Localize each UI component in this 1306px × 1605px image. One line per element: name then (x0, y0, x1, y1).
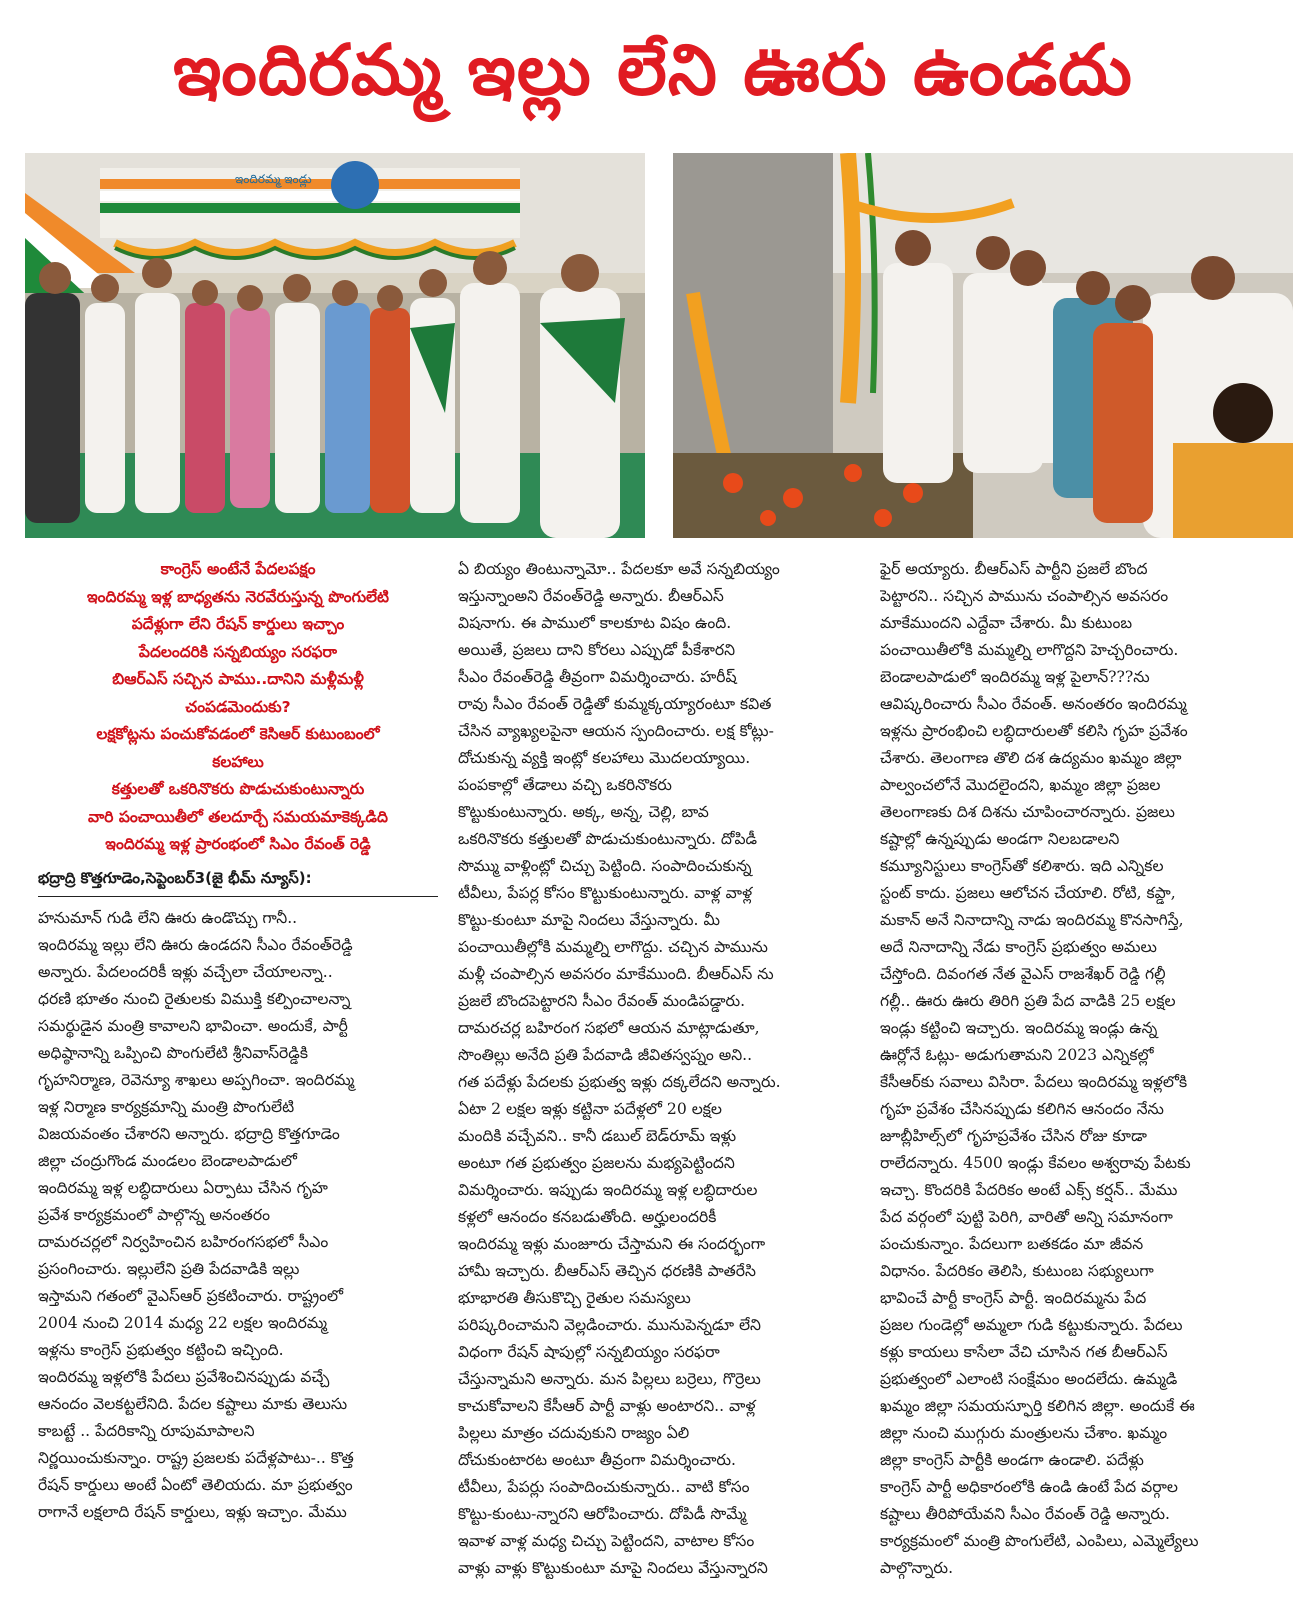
text-line: అయితే, ప్రజలు దాని కోరలు ఎప్పుడో పీకేశారని (458, 641, 736, 659)
text-line: చేశారు. తెలంగాణ తొలి దశ ఉద్యమం ఖమ్మం జిల్లా (880, 749, 1182, 767)
text-line: కమ్యూనిస్టులు కాంగ్రెస్‌తో కలిశారు. ఇది ఎన్నికల (880, 857, 1164, 875)
subhead: కత్తులతో ఒకరినొకరు పొడుచుకుంటున్నారు (111, 780, 365, 798)
subhead: ఇందిరమ్మ ఇళ్ల బాధ్యతను నెరవేరుస్తున్న పొంగులేటి (86, 587, 390, 606)
text-line: సొంతిల్లు అనేది ప్రతి పేదవాడి జీవితస్వప్నం అని.. (458, 1046, 753, 1064)
text-line: కాంగ్రెస్ పార్టీ అధికారంలోకి ఉండి ఉంటే పేద వర్గాల (880, 1478, 1178, 1496)
text-line: ఇందిరమ్మ ఇళ్లు మంజూరు చేస్తామని ఈ సందర్భంగా (458, 1235, 766, 1253)
subhead: పదేళ్లుగా లేని రేషన్ కార్డులు ఇచ్చాం (131, 615, 345, 633)
text-line: మాకేముందని ఎద్దేవా చేశారు. మీ కుటుంబ (880, 614, 1133, 632)
text-line: ఇండ్లు కట్టించి ఇచ్చారు. ఇందిరమ్మ ఇండ్లు ఉన్న (880, 1019, 1158, 1037)
text-line: రాగానే లక్షలాది రేషన్ కార్డులు, ఇళ్లు ఇచ్చాం. మేము (38, 1502, 347, 1521)
subhead: బిఆర్ఎస్ సచ్చిన పాము..దానిని మళ్లీమళ్లీ (112, 670, 364, 688)
subhead: చంపడమెందుకు? (185, 697, 291, 716)
text-line: కష్టాలు తీరిపోయేవని సీఎం రేవంత్ రెడ్డి అన్నారు. (880, 1505, 1170, 1523)
text-line: కాచుకోవాలని కేసీఆర్ పార్టీ వాళ్లు అంటారని.. వాళ్ల (458, 1397, 756, 1415)
text-line: ప్రజలే బొందపెట్టారని సీఎం రేవంత్ మండిపడ్డారు. (458, 992, 746, 1010)
text-line: కాబట్టే .. పేదరికాన్ని రూపుమాపాలని (38, 1421, 255, 1440)
text-line: ఖమ్మం జిల్లా సమయస్ఫూర్తి కలిగిన జిల్లా. అందుకే ఈ (880, 1397, 1195, 1415)
column-1-text (38, 905, 438, 1526)
photo-inauguration-image (25, 153, 645, 538)
text-line: జిల్లా చంద్రుగొండ మండలం బెండాలపాడులో (38, 1151, 297, 1170)
text-line: చేస్తోంది. దివంగత నేత వైఎస్ రాజశేఖర్ రెడ్డి గల్లీ (880, 965, 1166, 983)
text-line: రాలేదన్నారు. 4500 ఇండ్లు కేవలం అశ్వరావు పేటకు (880, 1154, 1191, 1172)
text-line: పంచుకున్నాం. పేదలుగా బతకడం మా జీవన (880, 1235, 1144, 1253)
text-line: అధిష్ఠానాన్ని ఒప్పించి పొంగులేటి శ్రీనివాస్‌రెడ్డికి (38, 1043, 308, 1062)
text-line: ప్రభుత్వంలో ఎలాంటి సంక్షేమం అందలేదు. ఉమ్మడి (880, 1370, 1178, 1388)
subhead: లక్షకోట్లను పంచుకోవడంలో కెసిఆర్ కుటుంబంలో (96, 725, 380, 743)
text-line: ఇందిరమ్మ ఇల్లు లేని ఊరు ఉండదని సీఎం రేవంత్‌రెడ్డి (38, 935, 353, 954)
text-line: కార్యక్రమంలో మంత్రి పొంగులేటి, ఎంపిలు, ఎమ్మెల్యేలు (880, 1532, 1199, 1550)
text-line: ఏటా 2 లక్షల ఇళ్లు కట్టినా పదేళ్లలో 20 లక్షల (458, 1100, 722, 1118)
text-line: హనుమాన్ గుడి లేని ఊరు ఉండొచ్చు గానీ.. (38, 908, 298, 927)
text-line: అన్నారు. పేదలందరికీ ఇళ్లు వచ్చేలా చేయాలన్నా.. (38, 962, 333, 981)
text-line: గృహ ప్రవేశం చేసినప్పుడు కలిగిన ఆనందం నేను (880, 1100, 1164, 1118)
text-line: బెండాలపాడులో ఇందిరమ్మ ఇళ్ల పైలాన్???ను (880, 668, 1150, 686)
text-line: పంచాయితీలోకి మమ్మల్ని లాగొద్దని హెచ్చరించారు. (880, 641, 1179, 659)
text-line: ఇచ్చా. కొందరికి పేదరికం అంటే ఎక్స్ కర్షన్.. మేము (880, 1181, 1178, 1199)
text-line: కష్టాల్లో ఉన్నప్పుడు అండగా నిలబడాలని (880, 830, 1120, 848)
text-line: ఇళ్లను కాంగ్రెస్ ప్రభుత్వం కట్టించి ఇచ్చింది. (38, 1340, 284, 1359)
column-3 (880, 556, 1285, 1582)
text-line: కొట్టు-కుంటూ మాపై నిందలు వేస్తున్నారు. మీ (458, 911, 720, 929)
text-line: ప్రసంగించారు. ఇల్లులేని ప్రతి పేదవాడికి ఇల్లు (38, 1259, 300, 1278)
column-2 (458, 556, 863, 1582)
text-line: ఫైర్ అయ్యారు. బీఆర్ఎస్ పార్టీని ప్రజలే బొంద (880, 560, 1148, 578)
text-line: పిల్లలు మాత్రం చదువుకుని రాజ్యం ఏలి (458, 1424, 690, 1442)
text-line: ఇస్తున్నాంఅని రేవంత్‌రెడ్డి అన్నారు. బీఆర్ఎస్ (458, 587, 724, 605)
text-line: దామరచర్ల బహిరంగ సభలో ఆయన మాట్లాడుతూ, (458, 1019, 760, 1037)
text-line: పంపకాల్లో తేడాలు వచ్చి ఒకరినొకరు (458, 776, 672, 794)
text-line: నిర్ణయించుకున్నాం. రాష్ట్ర ప్రజలకు పదేళ్లపాటు-.. కొత్త (38, 1448, 354, 1467)
text-line: ప్రజల గుండెల్లో అమ్మలా గుడి కట్టుకున్నారు. పేదలు (880, 1316, 1183, 1334)
text-line: విషనాగు. ఈ పాములో కాలకూట విషం ఉంది. (458, 614, 732, 632)
text-line: పాల్గొన్నారు. (880, 1559, 954, 1577)
dateline: భద్రాద్రి కొత్తగూడెం,సెప్టెంబర్3(జై భీమ్ న్యూస్): (38, 865, 438, 897)
text-line: అంటూ గత ప్రభుత్వం ప్రజలను మభ్యపెట్టిందని (458, 1154, 735, 1172)
text-line: తెలంగాణకు దిశ దిశను చూపించారన్నారు. ప్రజలు (880, 803, 1175, 821)
text-line: విధానం. పేదరికం తెలిసి, కుటుంబ సభ్యులుగా (880, 1262, 1154, 1280)
text-line: వాళ్లు వాళ్లు కొట్టుకుంటూ మాపై నిందలు వేస్తున్నారని (458, 1559, 768, 1577)
text-line: కొట్టుకుంటున్నారు. అక్క, అన్న, చెల్లి, బావ (458, 803, 709, 821)
headline: ఇందిరమ్మ ఇల్లు లేని ఊరు ఉండదు (173, 28, 1133, 111)
text-line: విజయవంతం చేశారని అన్నారు. భద్రాద్రి కొత్తగూడెం (38, 1124, 340, 1143)
text-line: పాల్వంచలోనే మొదలైందని, ఖమ్మం జిల్లా ప్రజల (880, 776, 1161, 794)
text-line: ఒకరినొకరు కత్తులతో పొడుచుకుంటున్నారు. దోపిడీ (458, 830, 758, 848)
text-line: జిల్లా కాంగ్రెస్ పార్టీకి అండగా ఉండాలి. పదేళ్లు (880, 1451, 1144, 1469)
subhead: ఇందిరమ్మ ఇళ్ల ప్రారంభంలో సిఎం రేవంత్ రెడ్డి (105, 835, 371, 853)
text-line: సమర్థుడైన మంత్రి కావాలని భావించా. అందుకే, పార్టీ (38, 1016, 348, 1035)
text-line: 2004 నుంచి 2014 మధ్య 22 లక్షల ఇందిరమ్మ (38, 1313, 328, 1332)
text-line: చేస్తున్నామని అన్నారు. మన పిల్లలు బర్రెలు, గొర్రెలు (458, 1370, 761, 1388)
text-line: ఇళ్లను ప్రారంభించి లబ్ధిదారులతో కలిసి గృహ ప్రవేశం (880, 722, 1188, 740)
column-1 (38, 556, 438, 1526)
text-line: భూభారతి తీసుకొచ్చి రైతుల సమస్యలు (458, 1289, 691, 1307)
text-line: మకాన్ అనే నినాదాన్ని నాడు ఇందిరమ్మ కొనసాగిస్తే, (880, 911, 1184, 929)
text-line: టీవీలు, పేపర్ల కోసం కొట్టుకుంటున్నారు. వాళ్ల వాళ్ల (458, 884, 753, 902)
subheads-block (38, 556, 438, 859)
text-line: ఏ బియ్యం తింటున్నామో.. పేదలకూ అవే సన్నబియ్యం (458, 560, 780, 578)
text-line: ఇవాళ వాళ్ల మధ్య చిచ్చు పెట్టిందని, వాటాల కోసం (458, 1532, 755, 1550)
banner-text-left: ఇందిరమ్మ ఇండ్లు (235, 172, 312, 186)
text-line: మందికి వచ్చేవని.. కానీ డబుల్ బెడ్‌రూమ్ ఇళ్లు (458, 1127, 737, 1145)
text-line: హామీ ఇచ్చారు. బీఆర్ఎస్ తెచ్చిన ధరణికి పాతరేసి (458, 1262, 756, 1280)
text-line: ఆనందం వెలకట్టలేనిది. పేదల కష్టాలు మాకు తెలుసు (38, 1394, 348, 1413)
text-line: కేసీఆర్‌కు సవాలు విసిరా. పేదలు ఇందిరమ్మ ఇళ్లలోకి (880, 1073, 1188, 1091)
photo-inauguration (25, 153, 645, 538)
text-line: గల్లీ.. ఊరు ఊరు తిరిగి ప్రతి పేద వాడికి 25 లక్షల (880, 992, 1176, 1010)
text-line: కళ్లు కాయలు కాసేలా వేచి చూసిన గత బీఆర్ఎస్ (880, 1343, 1168, 1361)
text-line: ఇళ్ల నిర్మాణ కార్యక్రమాన్ని మంత్రి పొంగులేటి (38, 1097, 295, 1116)
subhead: వారి పంచాయితీలో తలదూర్చే సమయమాకెక్కడిది (88, 807, 388, 826)
text-line: దోచుకుంటారట అంటూ తీవ్రంగా విమర్శించారు. (458, 1451, 737, 1469)
text-line: గత పదేళ్లు పేదలకు ప్రభుత్వ ఇళ్లు దక్కలేదని అన్నారు. (458, 1073, 781, 1091)
text-line: దామరచర్లలో నిర్వహించిన బహిరంగసభలో సీఎం (38, 1232, 329, 1251)
text-line: ఇందిరమ్మ ఇళ్లలోకి పేదలు ప్రవేశించినప్పుడు వచ్చే (38, 1367, 330, 1386)
text-line: ఇందిరమ్మ ఇళ్ల లబ్ధిదారులు ఏర్పాటు చేసిన గృహ (38, 1178, 328, 1197)
text-line: ఊర్లోనే ఓట్లు- అడుగుతామని 2023 ఎన్నికల్లో (880, 1046, 1154, 1064)
subhead: కలహాలు (212, 752, 264, 771)
text-line: విధంగా రేషన్ షాపుల్లో సన్నబియ్యం సరఫరా (458, 1343, 720, 1361)
text-line: భావించే పార్టీ కాంగ్రెస్ పార్టీ. ఇందిరమ్మను పేద (880, 1289, 1147, 1307)
text-line: అదే నినాదాన్ని నేడు కాంగ్రెస్ ప్రభుత్వం అమలు (880, 938, 1157, 956)
text-line: రావు సీఎం రేవంత్ రెడ్డితో కుమ్మక్కయ్యారంటూ కవిత (458, 695, 772, 713)
text-line: టీవీలు, పేపర్లు సంపాదించుకున్నారు.. వాటి కోసం (458, 1478, 750, 1496)
text-line: పరిష్కరించామని వెల్లడించారు. మునుపెన్నడూ లేని (458, 1316, 761, 1334)
text-line: సీఎం రేవంత్‌రెడ్డి తీవ్రంగా విమర్శించారు. హరీష్ (458, 668, 737, 686)
text-line: జూబ్లీహిల్స్‌లో గృహప్రవేశం చేసిన రోజు కూడా (880, 1127, 1147, 1145)
text-line: పంచాయితీల్లోకి మమ్మల్ని లాగొద్దు. చచ్చిన పామును (458, 938, 768, 956)
photo-griha-pravesham-image (673, 153, 1293, 538)
text-line: పేద వర్గంలో పుట్టి పెరిగి, వారితో అన్ని సమానంగా (880, 1208, 1173, 1226)
text-line: ఆవిష్కరించారు సీఎం రేవంత్. అనంతరం ఇందిరమ్మ (880, 695, 1187, 713)
text-line: చేసిన వ్యాఖ్యలపైనా ఆయన స్పందించారు. లక్ష కోట్లు- (458, 722, 774, 740)
text-line: పెట్టారని.. సచ్చిన పామును చంపాల్సిన అవసరం (880, 587, 1169, 605)
subhead: పేదలందరికి సన్నబియ్యం సరఫరా (138, 642, 338, 661)
text-line: ధరణి భూతం నుంచి రైతులకు విముక్తి కల్పించాలన్నా (38, 989, 351, 1008)
text-line: ఇస్తామని గతంలో వైఎస్‌ఆర్ ప్రకటించారు. రాష్ట్రంలో (38, 1286, 344, 1305)
text-line: జిల్లా నుంచి ముగ్గురు మంత్రులను చేశాం. ఖమ్మం (880, 1424, 1168, 1442)
text-line: రేషన్ కార్డులు అంటే ఏంటో తెలియదు. మా ప్రభుత్వం (38, 1475, 353, 1494)
text-line: ప్రవేశ కార్యక్రమంలో పాల్గొన్న అనంతరం (38, 1205, 271, 1224)
text-line: మళ్లీ చంపాల్సిన అవసరం మాకేముంది. బీఆర్ఎస్ ను (458, 965, 774, 983)
text-line: స్టంట్ కాదు. ప్రజలు ఆలోచన చేయాలి. రోటి, కప్డా, (880, 884, 1176, 902)
text-line: గృహనిర్మాణ, రెవెన్యూ శాఖలు అప్పగించా. ఇందిరమ్మ (38, 1070, 355, 1089)
photo-griha-pravesham (673, 153, 1293, 538)
text-line: దోచుకున్న వ్యక్తి ఇంట్లో కలహాలు మొదలయ్యాయి. (458, 749, 751, 767)
text-line: కొట్టు-కుంటు-న్నారని ఆరోపించారు. దోపిడీ సొమ్మే (458, 1505, 747, 1523)
text-line: విమర్శించారు. ఇప్పుడు ఇందిరమ్మ ఇళ్ల లబ్ధిదారుల (458, 1181, 758, 1199)
subhead: కాంగ్రెస్ అంటేనే పేదలపక్షం (160, 560, 316, 578)
text-line: కళ్లలో ఆనందం కనబడుతోంది. అర్హులందరికీ (458, 1208, 717, 1226)
text-line: సొమ్ము వాళ్లింట్లో చిచ్చు పెట్టింది. సంపాదించుకున్న (458, 857, 752, 875)
